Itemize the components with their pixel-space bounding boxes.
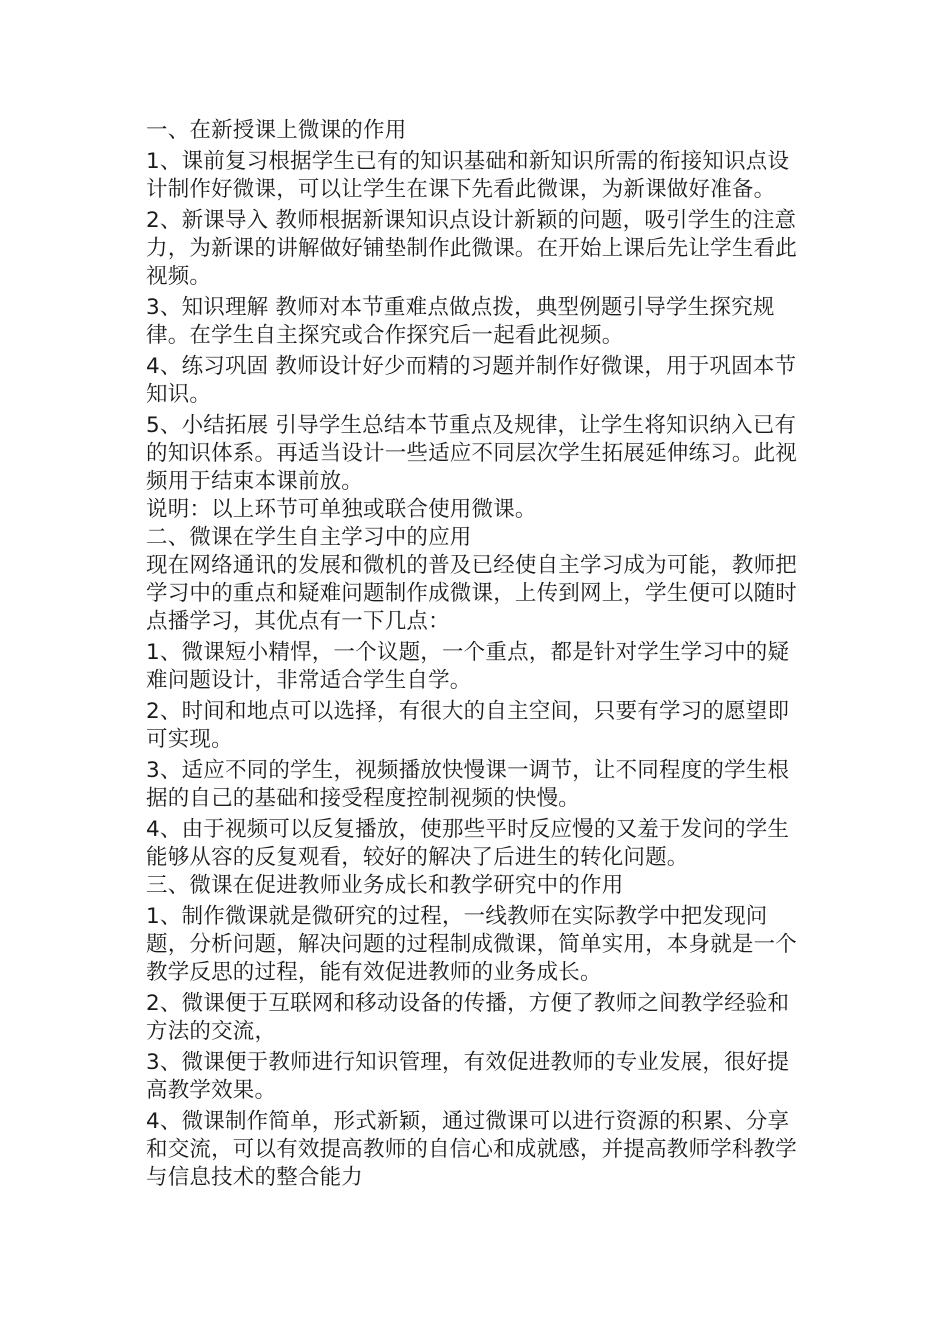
paragraph: 2、新课导入 教师根据新课知识点设计新颖的问题，吸引学生的注意力，为新课的讲解做好铺垫制作此微课。在开始上课后先让学生看此视频。 [146,208,798,289]
paragraph: 3、微课便于教师进行知识管理，有效促进教师的专业发展，很好提高教学效果。 [146,1050,790,1103]
document-body [146,117,810,1192]
paragraph: 3、适应不同的学生，视频播放快慢课一调节，让不同程度的学生根据的自己的基础和接受程度控制视频的快慢。 [146,758,790,811]
paragraph: 4、微课制作简单，形式新颖，通过微课可以进行资源的积累、分享和交流，可以有效提高教师的自信心和成就感，并提高教师学科教学与信息技术的整合能力 [146,1109,798,1190]
paragraph: 1、课前复习根据学生已有的知识基础和新知识所需的衔接知识点设计制作好微课，可以让学生在课下先看此微课，为新课做好准备。 [146,149,790,202]
paragraph: 说明：以上环节可单独或联合使用微课。 [146,497,537,522]
paragraph: 2、微课便于互联网和移动设备的传播，方便了教师之间教学经验和方法的交流， [146,991,790,1044]
section-heading: 二、微课在学生自主学习中的应用 [146,525,472,550]
section-1 [146,117,810,524]
paragraph: 现在网络通讯的发展和微机的普及已经使自主学习成为可能，教师把学习中的重点和疑难问题制作成微课，上传到网上，学生便可以随时点播学习，其优点有一下几点： [146,553,798,634]
paragraph: 3、知识理解 教师对本节重难点做点拨，典型例题引导学生探究规律。在学生自主探究或合作探究后一起看此视频。 [146,295,775,348]
paragraph: 1、制作微课就是微研究的过程，一线教师在实际教学中把发现问题，分析问题，解决问题的过程制成微课，简单实用，本身就是一个教学反思的过程，能有效促进教师的业务成长。 [146,904,798,985]
section-2 [146,524,810,872]
paragraph: 1、微课短小精悍，一个议题，一个重点，都是针对学生学习中的疑难问题设计，非常适合学生自学。 [146,640,790,693]
paragraph: 2、时间和地点可以选择，有很大的自主空间，只要有学习的愿望即可实现。 [146,699,790,752]
paragraph: 4、练习巩固 教师设计好少而精的习题并制作好微课，用于巩固本节知识。 [146,354,797,407]
section-heading: 三、微课在促进教师业务成长和教学研究中的作用 [146,873,624,898]
paragraph: 5、小结拓展 引导学生总结本节重点及规律，让学生将知识纳入已有的知识体系。再适当设计一些适应不同层次学生拓展延伸练习。此视频用于结束本课前放。 [146,413,798,494]
section-3 [146,872,810,1192]
section-heading: 一、在新授课上微课的作用 [146,118,407,143]
paragraph: 4、由于视频可以反复播放，使那些平时反应慢的又羞于发问的学生能够从容的反复观看，较好的解决了后进生的转化问题。 [146,817,790,870]
